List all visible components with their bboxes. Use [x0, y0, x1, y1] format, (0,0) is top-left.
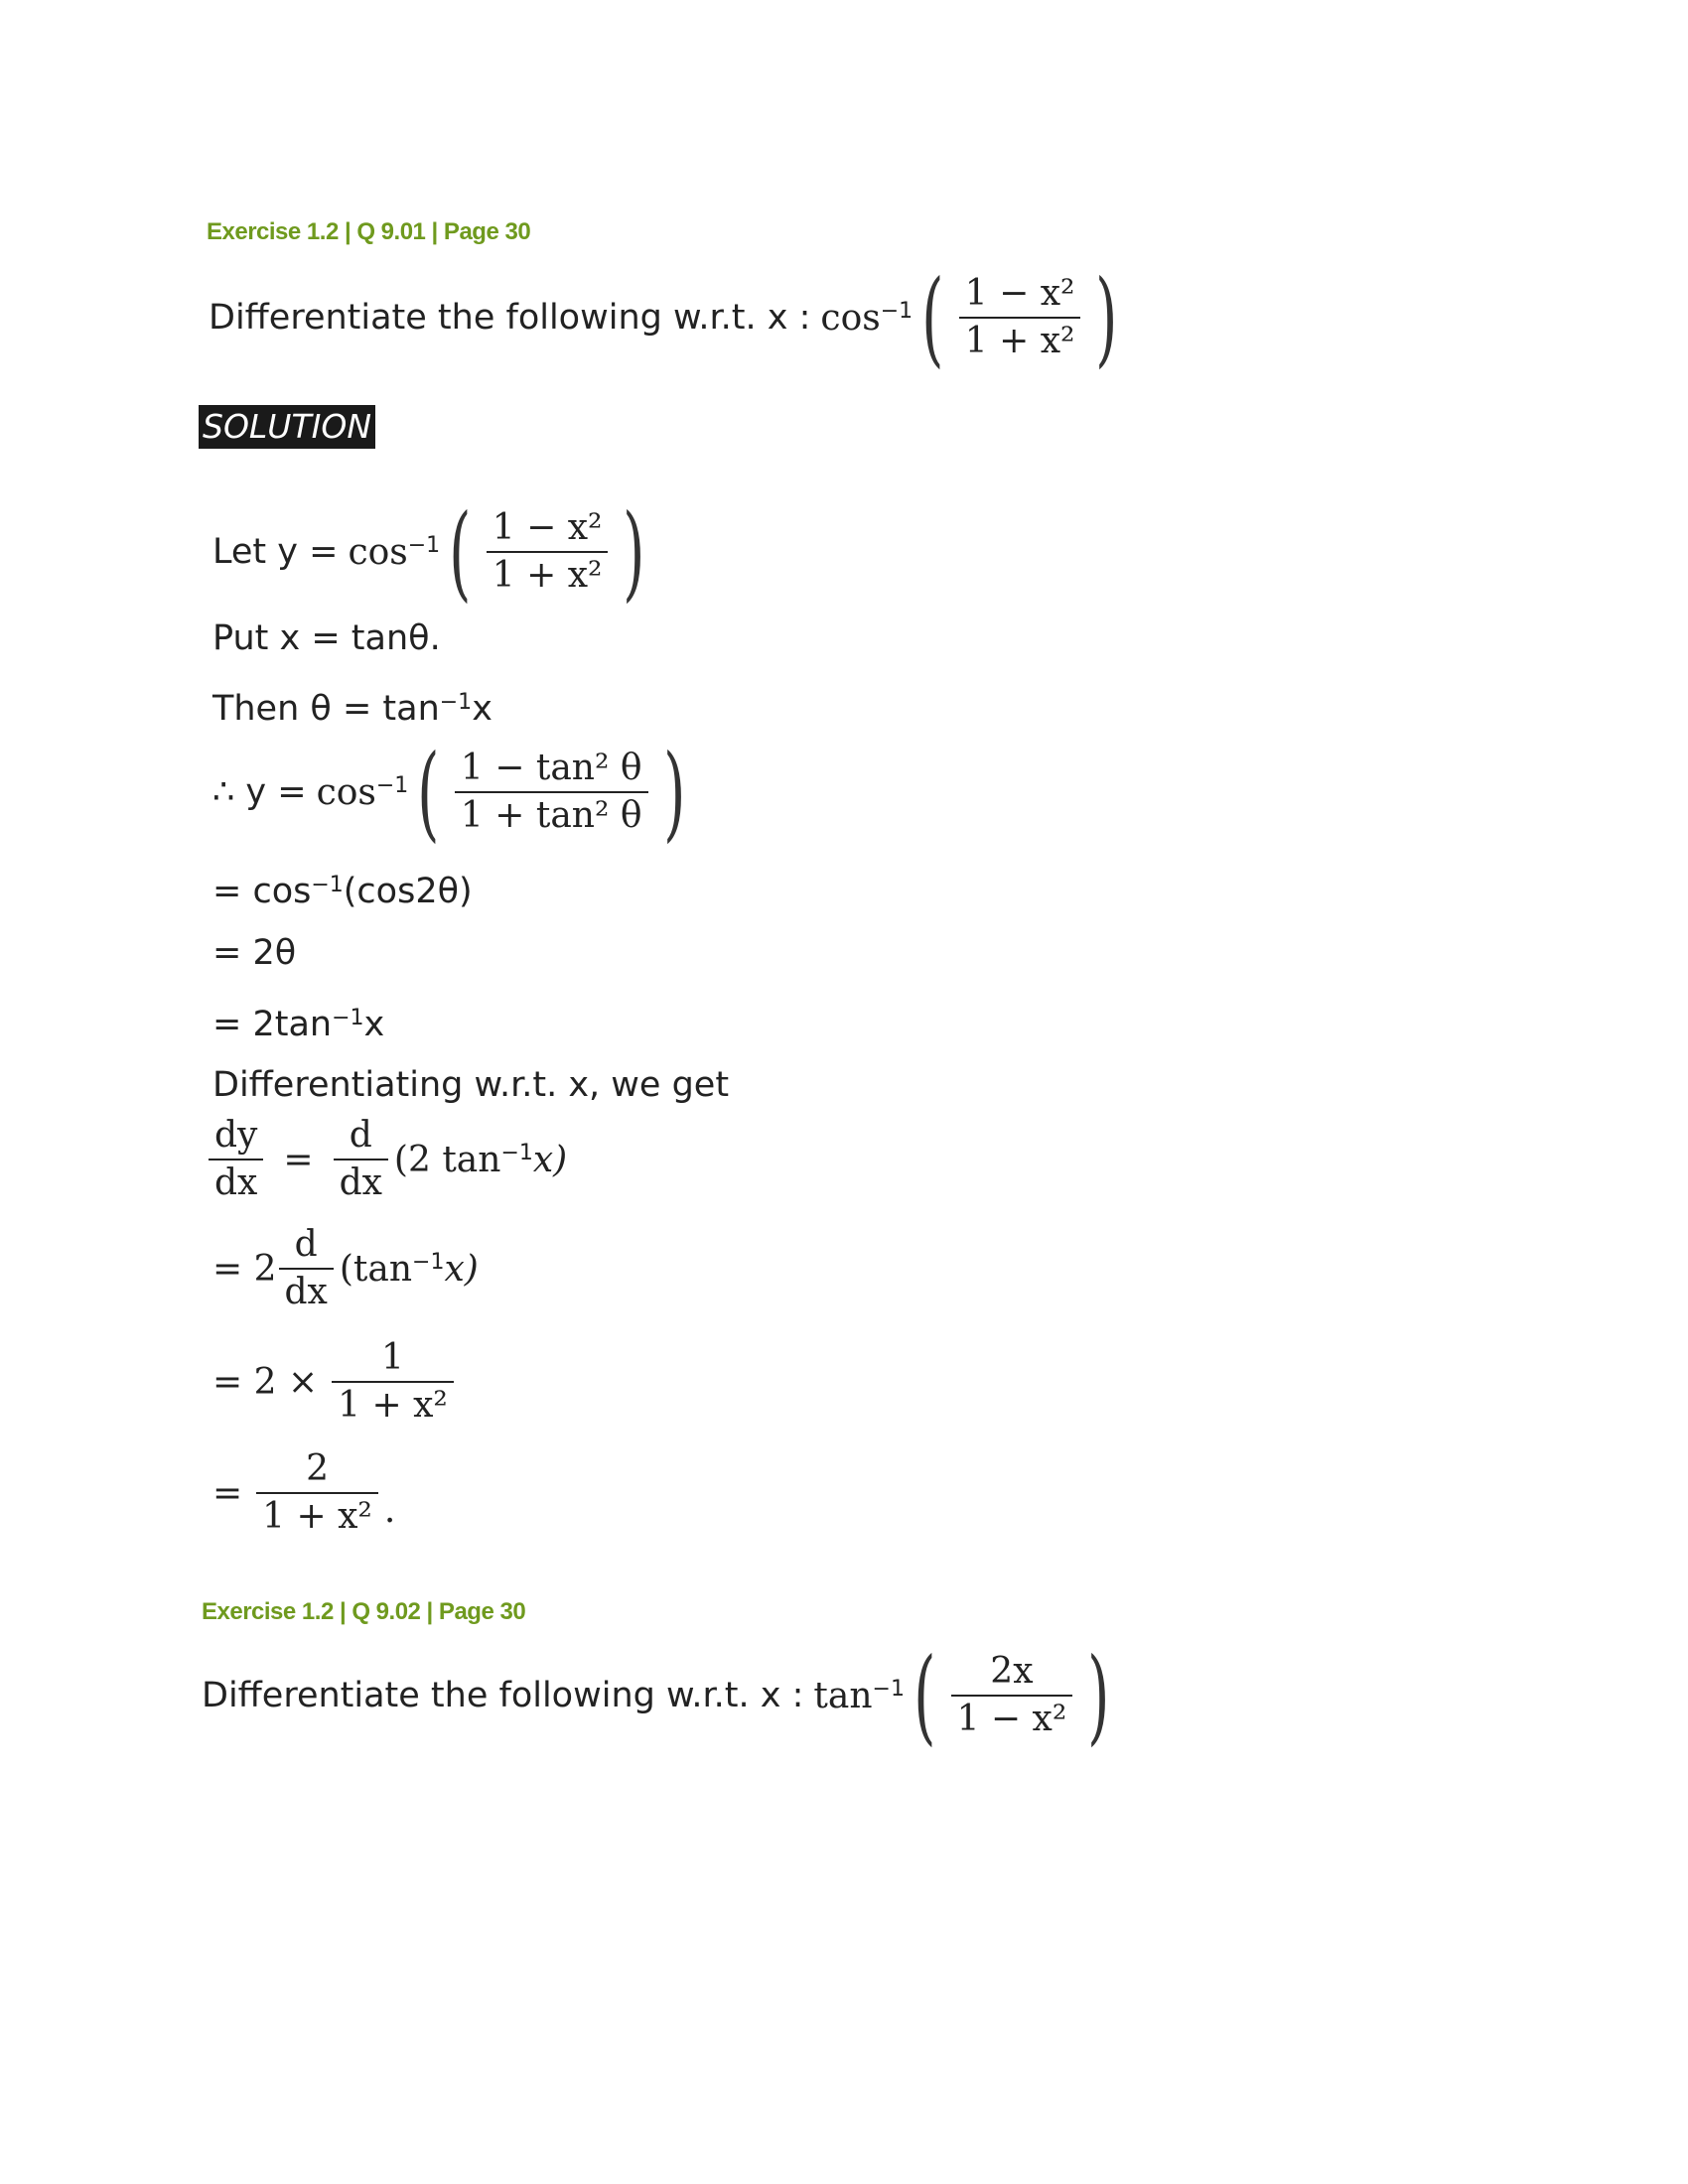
- derivative-arg-prefix: (tan: [339, 1248, 413, 1290]
- denominator: dx: [284, 1272, 328, 1312]
- denominator: 1 + x²: [338, 1385, 448, 1426]
- function-name: cos: [820, 297, 881, 339]
- step-therefore: ∴ y = cos $^{-1}$ ( $\frac{\text{1 − tan² θ}}{\text{1 + tan² θ}}$ ): [212, 732, 685, 853]
- step-therefore-prefix: ∴ y =: [212, 772, 307, 812]
- function-name: tan: [813, 1675, 873, 1716]
- fraction: [959, 271, 1081, 364]
- step-eq2: [212, 927, 296, 979]
- solution-label: SOLUTION: [199, 405, 375, 449]
- step-differentiate-text: Differentiating w.r.t. x, we get: [212, 1065, 730, 1105]
- denominator: 1 + x²: [964, 321, 1075, 361]
- step-eq1-suffix: (cos2θ): [343, 872, 473, 911]
- step-let: Let y = cos $^{-1}$ ( $\frac{\text{1 − x²}}{\text{1 + x²}}$ ): [212, 491, 645, 613]
- step-eq2-text: = 2θ: [212, 933, 297, 973]
- step-times: [212, 1330, 460, 1433]
- question-prompt: Differentiate the following w.r.t. x :: [209, 298, 811, 338]
- step-differentiate: [212, 1060, 729, 1110]
- step-then-suffix: x: [472, 689, 492, 729]
- step-then-prefix: Then θ = tan: [212, 689, 440, 729]
- equals-sign: =: [283, 1139, 314, 1180]
- step-eq1: = cos $^{-1}$ (cos2θ): [212, 872, 473, 911]
- denominator: 1 − x²: [956, 1699, 1067, 1739]
- denominator: 1 + x²: [262, 1496, 372, 1537]
- step-derivative: $\frac{dy}{dx}$ = $\frac{d}{dx}$ (2 tan $^{-1}$ x): [209, 1110, 567, 1209]
- function-name: cos: [348, 531, 408, 573]
- numerator: 1 − x²: [964, 273, 1075, 314]
- step-eq1-prefix: = cos: [212, 872, 312, 911]
- step-eq3: = 2tan $^{-1}$ x: [212, 1005, 385, 1044]
- step-result-prefix: =: [212, 1472, 243, 1514]
- fraction: [256, 1446, 378, 1540]
- left-paren: (: [914, 1635, 936, 1756]
- question-text: Differentiate the following w.r.t. x : tan $^{-1}$ ( $\frac{2x}{\text{1 − x²}}$ ): [202, 1635, 1110, 1756]
- numerator: 2x: [990, 1651, 1034, 1692]
- right-paren: ): [1087, 1635, 1110, 1756]
- dy-dx-fraction: [209, 1113, 263, 1206]
- numerator: d: [349, 1115, 372, 1156]
- left-paren: (: [417, 732, 440, 853]
- derivative-arg-suffix: x): [532, 1139, 568, 1180]
- numerator: 1: [381, 1337, 404, 1378]
- step-eq3-prefix: = 2tan: [212, 1005, 333, 1044]
- question-prompt: Differentiate the following w.r.t. x :: [202, 1676, 804, 1715]
- left-paren: (: [921, 257, 944, 378]
- fraction: [332, 1335, 454, 1429]
- period: .: [383, 1490, 396, 1531]
- question-tag: Exercise 1.2 | Q 9.02 | Page 30: [202, 1598, 526, 1625]
- numerator: 1 − x²: [492, 507, 603, 548]
- step-chain: = 2 $\frac{d}{dx}$ (tan $^{-1}$ x): [212, 1219, 479, 1318]
- derivative-arg-prefix: (2 tan: [393, 1139, 501, 1180]
- step-let-prefix: Let y =: [212, 532, 339, 572]
- right-paren: ): [623, 491, 645, 613]
- step-result: [212, 1441, 395, 1545]
- question-text: Differentiate the following w.r.t. x : cos $^{-1}$ ( $\frac{\text{1 − x²}}{\text{1 + x²}}$ ): [209, 257, 1118, 378]
- step-eq3-suffix: x: [363, 1005, 385, 1044]
- left-paren: (: [449, 491, 472, 613]
- numerator: 1 − tan² θ: [460, 748, 642, 788]
- d-dx-fraction: [334, 1113, 388, 1206]
- numerator: d: [294, 1224, 318, 1265]
- denominator: 1 + tan² θ: [460, 795, 642, 836]
- step-put-text: Put x = tanθ.: [212, 618, 441, 658]
- denominator: dx: [214, 1162, 258, 1203]
- step-times-prefix: = 2 ×: [212, 1361, 319, 1403]
- denominator: 1 + x²: [492, 555, 603, 596]
- d-dx-fraction: [279, 1222, 334, 1315]
- derivative-arg-suffix: x): [444, 1248, 479, 1290]
- denominator: dx: [339, 1162, 382, 1203]
- function-name: cos: [316, 771, 376, 813]
- step-then: Then θ = tan $^{-1}$ x: [212, 689, 492, 729]
- numerator: dy: [214, 1115, 258, 1156]
- step-chain-prefix: = 2: [212, 1248, 277, 1290]
- numerator: 2: [306, 1448, 329, 1489]
- right-paren: ): [662, 732, 685, 853]
- right-paren: ): [1095, 257, 1118, 378]
- fraction: [951, 1649, 1073, 1742]
- question-tag: Exercise 1.2 | Q 9.01 | Page 30: [207, 218, 531, 245]
- fraction: [487, 505, 609, 599]
- fraction: [455, 746, 648, 839]
- step-put: [212, 614, 441, 663]
